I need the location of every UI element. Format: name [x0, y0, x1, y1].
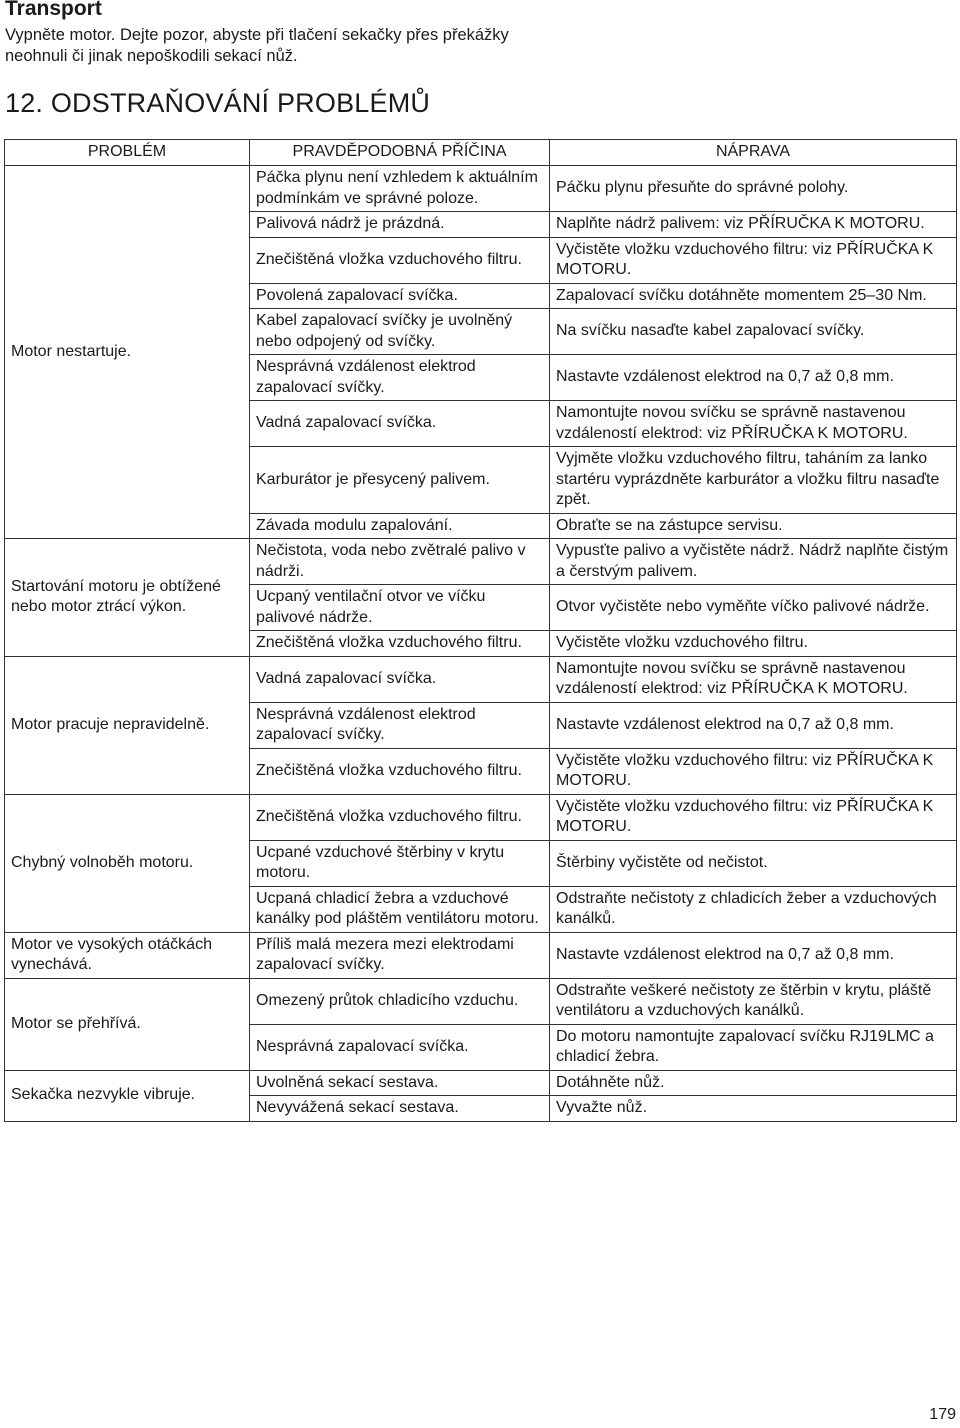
- cause-cell: Nesprávná vzdálenost elektrod zapalovací svíčky.: [250, 702, 550, 748]
- cause-cell: Ucpaný ventilační otvor ve víčku palivové nádrže.: [250, 585, 550, 631]
- cause-cell: Palivová nádrž je prázdná.: [250, 212, 550, 238]
- remedy-cell: Vypusťte palivo a vyčistěte nádrž. Nádrž naplňte čistým a čerstvým palivem.: [550, 539, 957, 585]
- remedy-cell: Vyčistěte vložku vzduchového filtru: viz PŘÍRUČKA K MOTORU.: [550, 237, 957, 283]
- troubleshooting-table: [4, 139, 957, 1122]
- table-row: [5, 978, 957, 1024]
- problem-cell: Startování motoru je obtížené nebo motor ztrácí výkon.: [5, 539, 250, 657]
- remedy-cell: Štěrbiny vyčistěte od nečistot.: [550, 840, 957, 886]
- remedy-cell: Dotáhněte nůž.: [550, 1070, 957, 1096]
- table-row: [5, 794, 957, 840]
- cause-cell: Omezený průtok chladicího vzduchu.: [250, 978, 550, 1024]
- table-row: [5, 539, 957, 585]
- cause-cell: Páčka plynu není vzhledem k aktuálním podmínkám ve správné poloze.: [250, 166, 550, 212]
- cause-cell: Znečištěná vložka vzduchového filtru.: [250, 748, 550, 794]
- table-body: [5, 166, 957, 1122]
- remedy-cell: Obraťte se na zástupce servisu.: [550, 513, 957, 539]
- table-row: [5, 1070, 957, 1096]
- remedy-cell: Odstraňte nečistoty z chladicích žeber a vzduchových kanálků.: [550, 886, 957, 932]
- header-remedy: NÁPRAVA: [550, 140, 957, 166]
- table-row: [5, 932, 957, 978]
- remedy-cell: Na svíčku nasaďte kabel zapalovací svíčky.: [550, 309, 957, 355]
- cause-cell: Závada modulu zapalování.: [250, 513, 550, 539]
- cause-cell: Nevyvážená sekací sestava.: [250, 1096, 550, 1122]
- cause-cell: Karburátor je přesycený palivem.: [250, 447, 550, 514]
- problem-cell: Motor pracuje nepravidelně.: [5, 656, 250, 794]
- cause-cell: Ucpaná chladicí žebra a vzduchové kanálky pod pláštěm ventilátoru motoru.: [250, 886, 550, 932]
- remedy-cell: Vyčistěte vložku vzduchového filtru: viz PŘÍRUČKA K MOTORU.: [550, 794, 957, 840]
- cause-cell: Vadná zapalovací svíčka.: [250, 656, 550, 702]
- problem-cell: Motor se přehřívá.: [5, 978, 250, 1070]
- cause-cell: Znečištěná vložka vzduchového filtru.: [250, 794, 550, 840]
- chapter-title: 12. ODSTRAŇOVÁNÍ PROBLÉMŮ: [5, 88, 431, 118]
- header-cause: PRAVDĚPODOBNÁ PŘÍČINA: [250, 140, 550, 166]
- cause-cell: Kabel zapalovací svíčky je uvolněný nebo odpojený od svíčky.: [250, 309, 550, 355]
- remedy-cell: Do motoru namontujte zapalovací svíčku RJ19LMC a chladicí žebra.: [550, 1024, 957, 1070]
- remedy-cell: Nastavte vzdálenost elektrod na 0,7 až 0,8 mm.: [550, 932, 957, 978]
- section-text: Vypněte motor. Dejte pozor, abyste při tlačení sekačky přes překážky neohnuli či jinak nepoškodili sekací nůž.: [5, 26, 509, 65]
- remedy-cell: Odstraňte veškeré nečistoty ze štěrbin v krytu, pláště ventilátoru a vzduchových kanálků.: [550, 978, 957, 1024]
- remedy-cell: Vyčistěte vložku vzduchového filtru.: [550, 631, 957, 657]
- remedy-cell: Páčku plynu přesuňte do správné polohy.: [550, 166, 957, 212]
- table-row: [5, 656, 957, 702]
- remedy-cell: Namontujte novou svíčku se správně nastavenou vzdáleností elektrod: viz PŘÍRUČKA K MOTORU.: [550, 656, 957, 702]
- remedy-cell: Nastavte vzdálenost elektrod na 0,7 až 0,8 mm.: [550, 702, 957, 748]
- remedy-cell: Zapalovací svíčku dotáhněte momentem 25–30 Nm.: [550, 283, 957, 309]
- header-problem: PROBLÉM: [5, 140, 250, 166]
- cause-cell: Nesprávná zapalovací svíčka.: [250, 1024, 550, 1070]
- cause-cell: Znečištěná vložka vzduchového filtru.: [250, 631, 550, 657]
- remedy-cell: Vyjměte vložku vzduchového filtru, taháním za lanko startéru vyprázdněte karburátor a vložku filtru nasaďte zpět.: [550, 447, 957, 514]
- remedy-cell: Naplňte nádrž palivem: viz PŘÍRUČKA K MOTORU.: [550, 212, 957, 238]
- cause-cell: Vadná zapalovací svíčka.: [250, 401, 550, 447]
- cause-cell: Ucpané vzduchové štěrbiny v krytu motoru.: [250, 840, 550, 886]
- cause-cell: Nesprávná vzdálenost elektrod zapalovací svíčky.: [250, 355, 550, 401]
- cause-cell: Příliš malá mezera mezi elektrodami zapalovací svíčky.: [250, 932, 550, 978]
- table-header-row: [5, 140, 957, 166]
- problem-cell: Motor ve vysokých otáčkách vynechává.: [5, 932, 250, 978]
- page-number: 179: [929, 1406, 956, 1423]
- section-heading: Transport: [5, 0, 102, 20]
- remedy-cell: Otvor vyčistěte nebo vyměňte víčko palivové nádrže.: [550, 585, 957, 631]
- problem-cell: Chybný volnoběh motoru.: [5, 794, 250, 932]
- table-row: [5, 166, 957, 212]
- problem-cell: Sekačka nezvykle vibruje.: [5, 1070, 250, 1121]
- cause-cell: Nečistota, voda nebo zvětralé palivo v nádrži.: [250, 539, 550, 585]
- remedy-cell: Nastavte vzdálenost elektrod na 0,7 až 0,8 mm.: [550, 355, 957, 401]
- problem-cell: Motor nestartuje.: [5, 166, 250, 539]
- cause-cell: Povolená zapalovací svíčka.: [250, 283, 550, 309]
- remedy-cell: Namontujte novou svíčku se správně nastavenou vzdáleností elektrod: viz PŘÍRUČKA K MOTORU.: [550, 401, 957, 447]
- cause-cell: Znečištěná vložka vzduchového filtru.: [250, 237, 550, 283]
- remedy-cell: Vyvažte nůž.: [550, 1096, 957, 1122]
- remedy-cell: Vyčistěte vložku vzduchového filtru: viz PŘÍRUČKA K MOTORU.: [550, 748, 957, 794]
- cause-cell: Uvolněná sekací sestava.: [250, 1070, 550, 1096]
